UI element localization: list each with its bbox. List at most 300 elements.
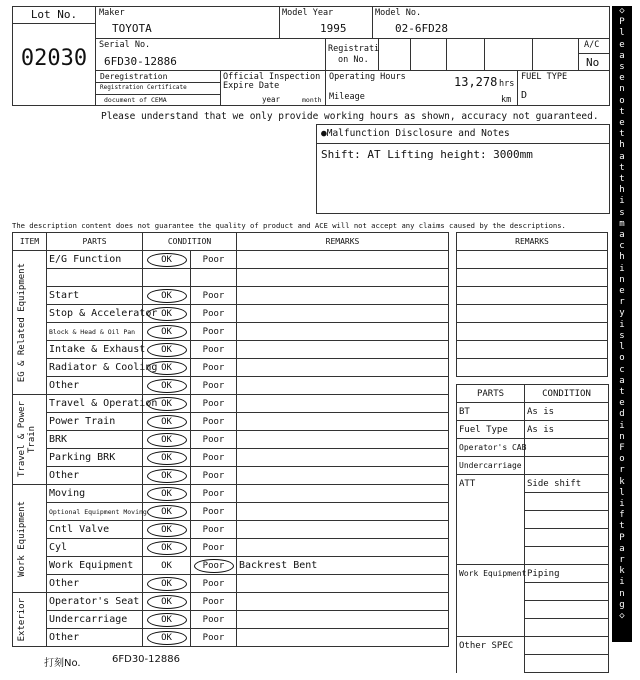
ok-selected: OK [147, 469, 187, 483]
right-part-name [457, 547, 525, 565]
ok-cell [143, 629, 191, 647]
side-notice-char: n [619, 588, 625, 599]
poor-cell [191, 341, 237, 359]
ok-selected: OK [147, 253, 187, 267]
part-name: Operator's Seat [47, 593, 143, 611]
side-notice-char: a [619, 543, 625, 554]
part-name: Work Equipment [47, 557, 143, 575]
table-row [13, 557, 449, 575]
ac-label: A/C [584, 40, 600, 50]
poor-option: Poor [202, 579, 225, 589]
right-remarks-cell [457, 287, 608, 305]
maker-label: Maker [99, 8, 125, 18]
poor-option: Poor [202, 399, 225, 409]
malfunction-title: ●Malfunction Disclosure and Notes [317, 125, 609, 144]
side-notice-char: ◇ [619, 610, 625, 621]
side-notice-char: e [619, 286, 625, 297]
poor-cell [191, 467, 237, 485]
ok-cell [143, 251, 191, 269]
right-remarks-table [456, 232, 608, 377]
poor-option: Poor [202, 327, 225, 337]
side-notice-char: t [619, 162, 625, 173]
poor-cell [191, 305, 237, 323]
side-notice-char: s [619, 330, 625, 341]
table-row [13, 431, 449, 449]
right-remarks-row [457, 251, 608, 269]
group-label [13, 251, 47, 395]
right-part-condition [525, 511, 609, 529]
poor-cell [191, 539, 237, 557]
right-remarks-row [457, 341, 608, 359]
right-remarks-cell [457, 341, 608, 359]
side-notice-char: d [619, 409, 625, 420]
right-part-condition [525, 619, 609, 637]
side-notice-char: h [619, 185, 625, 196]
remark-cell [237, 341, 449, 359]
group-label [13, 485, 47, 593]
right-parts-row [457, 457, 609, 475]
side-notice-char: l [619, 487, 625, 498]
ok-cell [143, 287, 191, 305]
dereg-doc: document of CEMA [104, 96, 167, 104]
ok-selected: OK [147, 505, 187, 519]
poor-option: Poor [202, 345, 225, 355]
side-notice-char: i [619, 577, 625, 588]
registration-label-2: on No. [338, 55, 369, 65]
ok-cell [143, 413, 191, 431]
side-notice-char: e [619, 118, 625, 129]
poor-selected: Poor [194, 559, 234, 573]
side-notice-char: i [619, 319, 625, 330]
side-notice-char: s [619, 207, 625, 218]
side-notice-char: t [619, 174, 625, 185]
right-part-condition [525, 547, 609, 565]
poor-cell [191, 377, 237, 395]
poor-option: Poor [202, 291, 225, 301]
table-row [13, 467, 449, 485]
hours-value: 13,278 [454, 75, 498, 89]
ok-cell [143, 341, 191, 359]
right-remarks-header: REMARKS [457, 233, 608, 251]
remark-cell [237, 611, 449, 629]
side-notice-char: f [619, 510, 625, 521]
side-notice-char: s [619, 62, 625, 73]
side-notice-char: t [619, 386, 625, 397]
poor-cell [191, 503, 237, 521]
ok-cell [143, 503, 191, 521]
poor-cell [191, 449, 237, 467]
right-parts-table [456, 384, 609, 673]
group-label-text: Exterior [16, 597, 27, 642]
part-name: Undercarriage [47, 611, 143, 629]
side-notice-char: ◇ [619, 6, 625, 16]
table-row [13, 449, 449, 467]
right-part-name: Undercarriage [457, 457, 525, 475]
poor-option: Poor [202, 543, 225, 553]
ok-cell [143, 593, 191, 611]
side-notice-char: l [619, 28, 625, 39]
right-part-condition [525, 601, 609, 619]
side-notice-char: r [619, 465, 625, 476]
right-part-condition: Side shift [525, 475, 609, 493]
ok-selected: OK [147, 631, 187, 645]
right-remarks-row [457, 287, 608, 305]
side-notice-char: o [619, 353, 625, 364]
notice-text: Please understand that we only provide working hours as shown, accuracy not guaranteed. [101, 111, 599, 122]
side-notice-char: n [619, 84, 625, 95]
right-parts-row [457, 421, 609, 439]
ok-selected: OK [147, 397, 187, 411]
poor-cell [191, 269, 237, 287]
part-name: Parking BRK [47, 449, 143, 467]
remark-cell [237, 485, 449, 503]
part-name: Radiator & Cooling [47, 359, 143, 377]
part-name: Stop & Accelerator [47, 305, 143, 323]
side-notice-char: c [619, 241, 625, 252]
side-notice-char: r [619, 297, 625, 308]
remark-cell [237, 413, 449, 431]
ok-selected: OK [147, 595, 187, 609]
side-notice-char: a [619, 230, 625, 241]
side-notice-char: t [619, 106, 625, 117]
right-parts-row [457, 583, 609, 601]
side-notice-char: e [619, 39, 625, 50]
poor-option: Poor [202, 381, 225, 391]
right-remarks-cell [457, 305, 608, 323]
hours-unit: hrs [499, 79, 515, 89]
ok-selected: OK [147, 433, 187, 447]
right-part-name [457, 583, 525, 601]
inspection-table [12, 232, 449, 647]
right-parts-row [457, 565, 609, 583]
remark-cell [237, 539, 449, 557]
table-row [13, 503, 449, 521]
mileage-unit: km [501, 95, 512, 105]
footer-label: 打刻No. [44, 658, 81, 669]
poor-cell [191, 611, 237, 629]
poor-option: Poor [202, 309, 225, 319]
right-part-condition [525, 493, 609, 511]
right-condition-header: CONDITION [525, 385, 609, 403]
side-notice-char: i [619, 263, 625, 274]
model-year-label: Model Year [282, 8, 334, 18]
ok-selected: OK [147, 613, 187, 627]
remark-cell [237, 323, 449, 341]
year-label: year [262, 95, 281, 104]
table-row [13, 377, 449, 395]
ok-cell [143, 575, 191, 593]
poor-cell [191, 287, 237, 305]
right-part-condition [525, 655, 609, 673]
ok-selected: OK [147, 343, 187, 357]
poor-option: Poor [202, 615, 225, 625]
poor-option: Poor [202, 489, 225, 499]
model-no-value: 02-6FD28 [395, 22, 448, 35]
part-name: Start [47, 287, 143, 305]
poor-option: Poor [202, 453, 225, 463]
poor-cell [191, 593, 237, 611]
poor-cell [191, 323, 237, 341]
right-part-condition [525, 637, 609, 655]
ok-cell [143, 431, 191, 449]
month-label: month [302, 96, 322, 104]
poor-option: Poor [202, 597, 225, 607]
right-part-name: ATT [457, 475, 525, 493]
remark-cell [237, 377, 449, 395]
ok-cell [143, 377, 191, 395]
ok-cell [143, 359, 191, 377]
poor-option: Poor [202, 255, 225, 265]
poor-cell [191, 359, 237, 377]
ok-selected: OK [147, 289, 187, 303]
side-notice-char: r [619, 554, 625, 565]
right-part-condition [525, 583, 609, 601]
poor-option: Poor [202, 633, 225, 643]
right-part-name [457, 655, 525, 673]
table-row [13, 593, 449, 611]
poor-option: Poor [202, 471, 225, 481]
right-part-name: Other SPEC [457, 637, 525, 655]
part-name: Cntl Valve [47, 521, 143, 539]
remark-cell [237, 467, 449, 485]
right-parts-row [457, 655, 609, 673]
part-name: Other [47, 467, 143, 485]
ok-selected: OK [147, 451, 187, 465]
table-row [13, 611, 449, 629]
side-notice-char: k [619, 566, 625, 577]
right-parts-row [457, 439, 609, 457]
right-remarks-row [457, 359, 608, 377]
side-notice-char: m [619, 218, 625, 229]
side-notice-char: c [619, 364, 625, 375]
right-part-name [457, 529, 525, 547]
right-part-condition: As is [525, 421, 609, 439]
table-row [13, 521, 449, 539]
side-notice-char: e [619, 398, 625, 409]
right-part-condition: As is [525, 403, 609, 421]
group-label-text: Work Equipment [16, 500, 27, 577]
right-parts-header: PARTS [457, 385, 525, 403]
part-name: Intake & Exhaust [47, 341, 143, 359]
side-notice-char: F [619, 442, 625, 453]
remark-cell [237, 449, 449, 467]
part-name: E/G Function [47, 251, 143, 269]
malfunction-box [316, 124, 610, 214]
table-row [13, 359, 449, 377]
right-part-condition [525, 439, 609, 457]
side-notice-char: e [619, 73, 625, 84]
ok-cell [143, 611, 191, 629]
right-part-condition [525, 457, 609, 475]
side-notice-char: l [619, 342, 625, 353]
table-row [13, 287, 449, 305]
registration-label-1: Registrati [328, 44, 380, 54]
group-label-text: EG & Related Equipment [16, 262, 27, 383]
side-notice-char: P [619, 17, 625, 28]
part-name: Cyl [47, 539, 143, 557]
side-notice-char: n [619, 274, 625, 285]
ok-cell [143, 467, 191, 485]
part-name: Other [47, 575, 143, 593]
side-notice-char: i [619, 420, 625, 431]
part-name: Optional Equipment Moving [47, 503, 143, 521]
right-part-name: Fuel Type [457, 421, 525, 439]
remark-cell [237, 359, 449, 377]
remark-cell [237, 431, 449, 449]
part-name: Moving [47, 485, 143, 503]
right-parts-row [457, 619, 609, 637]
fuel-value: D [521, 90, 528, 101]
lot-box [12, 6, 96, 106]
table-row [13, 323, 449, 341]
remarks-header: REMARKS [237, 233, 449, 251]
right-remarks-cell [457, 359, 608, 377]
right-remarks-row [457, 269, 608, 287]
poor-cell [191, 629, 237, 647]
remark-cell [237, 575, 449, 593]
side-notice-char: k [619, 476, 625, 487]
remark-cell [237, 629, 449, 647]
footer-value: 6FD30-12886 [112, 654, 180, 665]
ok-cell [143, 323, 191, 341]
right-remarks-cell [457, 269, 608, 287]
ac-value: No [586, 56, 600, 69]
side-notice-char: y [619, 308, 625, 319]
part-name: Travel & Operation [47, 395, 143, 413]
remark-cell: Backrest Bent [237, 557, 449, 575]
ok-selected: OK [147, 487, 187, 501]
right-remarks-cell [457, 323, 608, 341]
right-parts-row [457, 601, 609, 619]
part-name: Block & Head & Oil Pan [47, 323, 143, 341]
hours-label: Operating Hours [329, 72, 406, 82]
right-part-name [457, 511, 525, 529]
ok-selected: OK [147, 325, 187, 339]
ok-selected: OK [147, 523, 187, 537]
poor-option: Poor [202, 525, 225, 535]
poor-cell [191, 521, 237, 539]
right-remarks-row [457, 323, 608, 341]
ok-selected: OK [147, 307, 187, 321]
ok-selected: OK [147, 379, 187, 393]
ok-cell [143, 449, 191, 467]
poor-cell [191, 575, 237, 593]
ok-selected: OK [147, 577, 187, 591]
inspection-label-2: Expire Date [223, 81, 280, 91]
side-notice-strip [612, 6, 632, 642]
poor-cell [191, 431, 237, 449]
poor-cell [191, 395, 237, 413]
ok-cell [143, 485, 191, 503]
parts-header: PARTS [47, 233, 143, 251]
right-parts-row [457, 637, 609, 655]
fuel-label: FUEL TYPE [521, 72, 568, 82]
table-row [13, 251, 449, 269]
right-parts-row [457, 529, 609, 547]
ok-selected: OK [147, 541, 187, 555]
remark-cell [237, 269, 449, 287]
remark-cell [237, 395, 449, 413]
side-notice-char: i [619, 196, 625, 207]
right-part-name [457, 601, 525, 619]
side-notice-char: g [619, 599, 625, 610]
table-row [13, 341, 449, 359]
table-row [13, 485, 449, 503]
right-part-name: Operator's CAB [457, 439, 525, 457]
side-notice-char: o [619, 95, 625, 106]
table-row [13, 305, 449, 323]
right-part-condition [525, 529, 609, 547]
poor-option: Poor [202, 435, 225, 445]
remark-cell [237, 503, 449, 521]
ok-cell [143, 305, 191, 323]
part-name [47, 269, 143, 287]
table-row [13, 395, 449, 413]
poor-option: Poor [202, 363, 225, 373]
ok-selected: OK [147, 361, 187, 375]
side-notice-char: i [619, 498, 625, 509]
right-remarks-row [457, 305, 608, 323]
serial-value: 6FD30-12886 [104, 55, 177, 68]
poor-cell [191, 251, 237, 269]
side-notice-char: P [619, 532, 625, 543]
table-row [13, 629, 449, 647]
remark-cell [237, 287, 449, 305]
side-notice-char: t [619, 521, 625, 532]
poor-cell [191, 557, 237, 575]
table-row [13, 539, 449, 557]
side-notice-char: h [619, 252, 625, 263]
group-label [13, 593, 47, 647]
group-label-text: Travel & Power Train [16, 401, 37, 478]
disclaimer-text: The description content does not guarantee the quality of product and ACE will not accept any claims caused by the descriptions. [12, 221, 566, 230]
model-year-value: 1995 [320, 22, 347, 35]
group-label [13, 395, 47, 485]
side-notice-char: a [619, 375, 625, 386]
right-parts-row [457, 475, 609, 493]
table-row [13, 575, 449, 593]
right-part-condition: Piping [525, 565, 609, 583]
poor-cell [191, 485, 237, 503]
right-parts-row [457, 493, 609, 511]
ok-cell [143, 395, 191, 413]
right-part-name: Work Equipment [457, 565, 525, 583]
maker-value: TOYOTA [112, 22, 152, 35]
model-no-label: Model No. [375, 8, 422, 18]
part-name: Other [47, 629, 143, 647]
ok-cell [143, 557, 191, 575]
ok-cell [143, 269, 191, 287]
ok-cell [143, 521, 191, 539]
poor-option: Poor [202, 417, 225, 427]
side-notice-char: a [619, 50, 625, 61]
right-parts-row [457, 511, 609, 529]
right-remarks-cell [457, 251, 608, 269]
mileage-label: Mileage [329, 92, 365, 102]
ok-option: OK [161, 561, 172, 571]
remark-cell [237, 305, 449, 323]
side-notice-char: t [619, 129, 625, 140]
poor-option: Poor [202, 507, 225, 517]
table-row [13, 269, 449, 287]
right-part-name [457, 493, 525, 511]
item-header: ITEM [13, 233, 47, 251]
lot-label: Lot No. [13, 7, 95, 24]
dereg-label: Deregistration [100, 72, 168, 81]
remark-cell [237, 593, 449, 611]
right-parts-row [457, 547, 609, 565]
ok-selected: OK [147, 415, 187, 429]
